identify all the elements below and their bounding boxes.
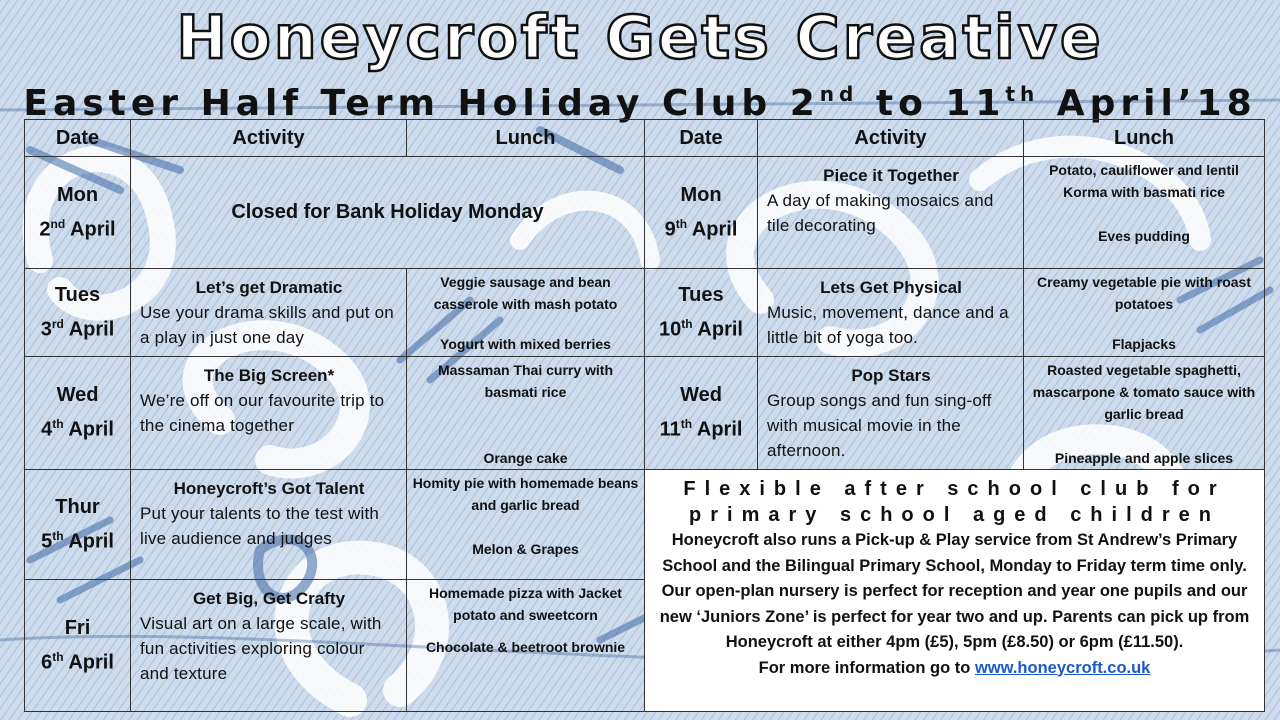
- activity-name: Lets Get Physical: [820, 278, 962, 297]
- date-cell: [25, 470, 131, 580]
- day-name: Mon: [680, 183, 722, 206]
- day-suffix: th: [680, 417, 693, 432]
- lunch-cell: [407, 357, 645, 470]
- schedule-table: [24, 119, 1265, 712]
- day-suffix: rd: [51, 316, 64, 331]
- activity-description: Visual art on a large scale, with fun activities exploring colour and texture: [140, 614, 382, 683]
- day-number: 11: [659, 418, 681, 441]
- date-cell: [645, 157, 758, 269]
- date-cell: [25, 269, 131, 357]
- activity-description: A day of making mosaics and tile decorating: [767, 191, 994, 235]
- page-subtitle: [0, 72, 1280, 126]
- after-school-info-panel: [645, 470, 1265, 712]
- lunch-cell: [407, 269, 645, 357]
- day-month: April: [696, 418, 743, 441]
- day-name: Tues: [54, 283, 101, 306]
- lunch-cell: [1024, 269, 1265, 357]
- info-more-text: For more information go to: [758, 658, 975, 677]
- lunch-main: Potato, cauliflower and lentil Korma with basmati rice: [1049, 162, 1239, 200]
- subtitle-superscript: nd: [819, 82, 859, 106]
- day-name: Wed: [680, 384, 722, 407]
- day-number: 6: [41, 651, 53, 674]
- lunch-cell: [407, 580, 645, 712]
- lunch-dessert: Chocolate & beetroot brownie: [425, 639, 626, 655]
- day-number: 9: [664, 218, 676, 241]
- activity-cell: [758, 157, 1024, 269]
- date-cell: [645, 269, 758, 357]
- activity-description: Music, movement, dance and a little bit of yoga too.: [767, 303, 1009, 347]
- activity-description: Use your drama skills and put on a play in just one day: [140, 303, 394, 347]
- table-row: [25, 470, 1265, 580]
- day-suffix: th: [681, 316, 693, 331]
- day-number: 3: [40, 318, 52, 341]
- day-number: 10: [659, 318, 682, 341]
- lunch-main: Veggie sausage and bean casserole with mash potato: [433, 274, 618, 312]
- day-date: [645, 210, 757, 245]
- day-month: April: [697, 318, 743, 341]
- day-month: April: [68, 530, 114, 553]
- lunch-main: Roasted vegetable spaghetti, mascarpone & tomato sauce with garlic bread: [1032, 362, 1256, 422]
- header-lunch: Lunch: [407, 120, 645, 157]
- lunch-cell: [1024, 357, 1265, 470]
- header-activity: Activity: [131, 120, 407, 157]
- activity-description: Put your talents to the test with live audience and judges: [140, 504, 380, 548]
- day-name: Fri: [64, 616, 91, 639]
- day-month: April: [68, 318, 115, 341]
- header-lunch: Lunch: [1024, 120, 1265, 157]
- page-title: Honeycroft Gets Creative: [176, 3, 1104, 73]
- lunch-main: Homemade pizza with Jacket potato and sweetcorn: [429, 585, 622, 623]
- lunch-dessert: Pineapple and apple slices: [1054, 450, 1234, 466]
- day-month: April: [68, 418, 114, 441]
- date-cell: [645, 357, 758, 470]
- activity-description: We’re off on our favourite trip to the cinema together: [140, 391, 385, 435]
- day-date: [25, 643, 130, 678]
- activity-name: Pop Stars: [851, 366, 931, 385]
- website-link[interactable]: www.honeycroft.co.uk: [974, 658, 1151, 677]
- activity-description: Group songs and fun sing-off with musical movie in the afternoon.: [767, 391, 992, 460]
- day-name: Mon: [56, 183, 99, 206]
- subtitle-text: April’18: [1039, 83, 1257, 124]
- day-name: Tues: [678, 283, 724, 306]
- header-row: [25, 120, 1265, 157]
- info-heading: Flexible after school club for primary school aged children: [683, 478, 1226, 526]
- day-name: Wed: [56, 384, 99, 407]
- lunch-dessert: Orange cake: [483, 450, 568, 466]
- table-row: [25, 357, 1265, 470]
- day-suffix: nd: [50, 216, 66, 231]
- day-month: April: [70, 218, 116, 241]
- day-suffix: th: [675, 216, 688, 231]
- day-number: 2: [39, 218, 51, 241]
- date-cell: [25, 157, 131, 269]
- info-body: Honeycroft also runs a Pick-up & Play service from St Andrew’s Primary School and the Bilingual Primary School, Monday to Friday term time only. Our open-plan nursery is perfect for reception and year one pupils and our new ‘Juniors Zone’ is perfect for year two and up. Parents can pick up from Honeycroft at either 4pm (£5), 5pm (£8.50) or 6pm (£11.50).: [659, 531, 1250, 651]
- lunch-cell: [407, 470, 645, 580]
- activity-name: Piece it Together: [823, 166, 959, 185]
- subtitle-text: to 11: [858, 83, 1006, 124]
- day-month: April: [691, 218, 738, 241]
- activity-cell: [131, 357, 407, 470]
- header-date: Date: [25, 120, 131, 157]
- day-number: 5: [41, 530, 53, 553]
- day-date: [25, 522, 130, 557]
- activity-name: Honeycroft’s Got Talent: [173, 479, 365, 498]
- activity-cell: [758, 269, 1024, 357]
- day-suffix: th: [52, 417, 64, 432]
- lunch-dessert: Yogurt with mixed berries: [440, 336, 611, 352]
- table-row: [25, 269, 1265, 357]
- closed-notice: Closed for Bank Holiday Monday: [131, 157, 645, 269]
- activity-cell: [758, 357, 1024, 470]
- header-date: Date: [645, 120, 758, 157]
- day-number: 4: [41, 418, 53, 441]
- date-cell: [25, 357, 131, 470]
- lunch-dessert: Flapjacks: [1112, 336, 1176, 352]
- day-suffix: th: [52, 649, 64, 664]
- lunch-main: Massaman Thai curry with basmati rice: [437, 362, 614, 400]
- day-suffix: th: [52, 528, 64, 543]
- table-row: [25, 157, 1265, 269]
- activity-cell: [131, 269, 407, 357]
- lunch-dessert: Melon & Grapes: [472, 541, 579, 557]
- day-date: [25, 310, 130, 345]
- lunch-main: Creamy vegetable pie with roast potatoes: [1037, 274, 1251, 312]
- date-cell: [25, 580, 131, 712]
- info-more: [651, 656, 1258, 682]
- subtitle-superscript: th: [1005, 82, 1040, 106]
- day-month: April: [68, 651, 114, 674]
- subtitle-text: Easter Half Term Holiday Club 2: [23, 83, 820, 124]
- activity-name: Let’s get Dramatic: [195, 278, 343, 297]
- header-activity: Activity: [758, 120, 1024, 157]
- activity-cell: [131, 470, 407, 580]
- lunch-main: Homity pie with homemade beans and garlic bread: [412, 475, 639, 513]
- lunch-cell: [1024, 157, 1265, 269]
- activity-cell: [131, 580, 407, 712]
- day-name: Thur: [55, 495, 100, 518]
- lunch-dessert: Eves pudding: [1098, 228, 1190, 244]
- day-date: [25, 410, 130, 445]
- day-date: [645, 410, 757, 445]
- activity-name: Get Big, Get Crafty: [192, 589, 346, 608]
- day-date: [645, 310, 757, 345]
- activity-name: The Big Screen*: [203, 366, 335, 385]
- day-date: [25, 210, 130, 245]
